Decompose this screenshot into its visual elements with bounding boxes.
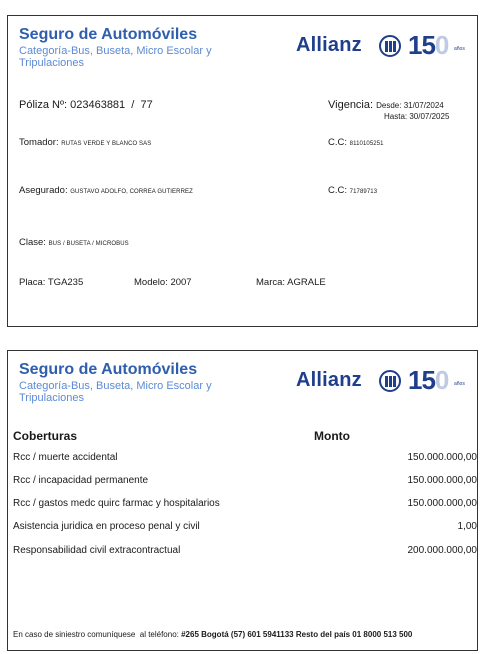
coverage-row (13, 452, 477, 466)
document-subtitle: Categoría-Bus, Buseta, Micro Escolar y Tripulaciones (19, 380, 212, 404)
marca-field: Marca: AGRALE (256, 277, 326, 288)
hasta-field: Hasta: 30/07/2025 (384, 112, 450, 121)
cc-tomador-field: C.C: 8110105251 (328, 137, 384, 148)
coverage-amount: 150.000.000,00 (407, 475, 477, 486)
asegurado-field: Asegurado: GUSTAVO ADOLFO, CORREA GUTIERREZ (19, 185, 193, 196)
coverage-row (13, 545, 477, 559)
monto-header: Monto (314, 429, 350, 443)
clase-field: Clase: BUS / BUSETA / MICROBUS (19, 237, 129, 248)
document-subtitle: Categoría-Bus, Buseta, Micro Escolar y Tripulaciones (19, 45, 212, 69)
coverage-amount: 1,00 (457, 521, 477, 532)
allianz-emblem-icon (379, 35, 401, 57)
coverage-card (7, 350, 478, 651)
allianz-emblem-icon (379, 370, 401, 392)
coverage-amount: 150.000.000,00 (407, 498, 477, 509)
anniversary-label: años (454, 46, 465, 52)
vigencia-field: Vigencia: Desde: 31/07/2024 (328, 99, 444, 111)
coverage-row (13, 498, 477, 512)
allianz-logo (296, 365, 476, 399)
coverage-row (13, 475, 477, 489)
coverage-name: Rcc / muerte accidental (13, 452, 118, 463)
anniversary-label: años (454, 381, 465, 387)
logo-text: Allianz (296, 369, 362, 391)
logo-text: Allianz (296, 34, 362, 56)
placa-field: Placa: TGA235 (19, 277, 84, 288)
coverage-amount: 200.000.000,00 (407, 545, 477, 556)
allianz-logo (296, 30, 476, 64)
document-title: Seguro de Automóviles (19, 26, 198, 43)
cc-asegurado-field: C.C: 71789713 (328, 185, 378, 196)
anniversary-mark: 150 (408, 30, 449, 60)
coberturas-header: Coberturas (13, 429, 78, 443)
policy-card (7, 15, 478, 327)
coverage-name: Asistencia juridica en proceso penal y civil (13, 521, 200, 532)
tomador-field: Tomador: RUTAS VERDE Y BLANCO SAS (19, 137, 152, 148)
coverage-name: Rcc / incapacidad permanente (13, 475, 149, 486)
modelo-field: Modelo: 2007 (134, 277, 192, 288)
coverage-name: Responsabilidad civil extracontractual (13, 545, 181, 556)
coverage-amount: 150.000.000,00 (407, 452, 477, 463)
anniversary-mark: 150 (408, 365, 449, 395)
claims-contact: En caso de siniestro comuníquese al teléfono: #265 Bogotá (57) 601 5941133 Resto del país 01 8000 513 500 (13, 630, 413, 639)
coverage-name: Rcc / gastos medc quirc farmac y hospitalarios (13, 498, 220, 509)
poliza-field: Póliza Nº: 023463881 / 77 (19, 99, 153, 111)
coverage-row (13, 521, 477, 535)
document-title: Seguro de Automóviles (19, 361, 198, 378)
